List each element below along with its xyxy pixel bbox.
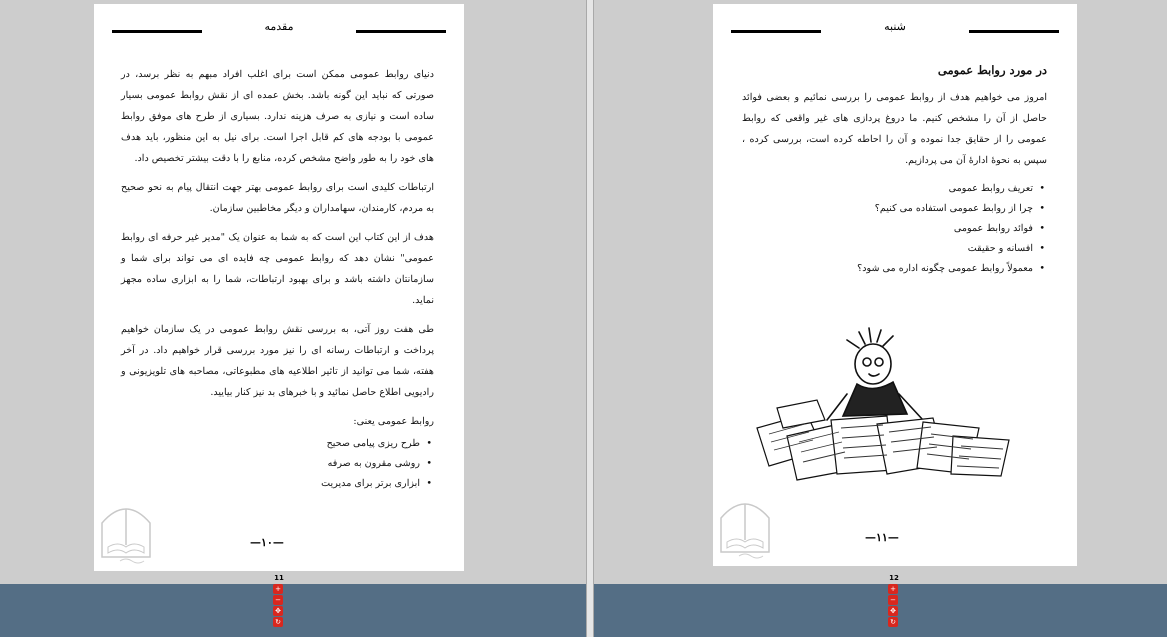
right-viewer-pane bbox=[594, 0, 1167, 637]
rotate-icon[interactable]: ↻ bbox=[888, 617, 898, 627]
list-item: • روشی مقرون به صرفه bbox=[121, 454, 420, 474]
list-item: • ابزاری برتر برای مدیریت bbox=[121, 474, 420, 494]
document-page-left bbox=[94, 4, 464, 571]
list-item: • فوائد روابط عمومی bbox=[742, 219, 1033, 239]
viewer-page-number: 11 bbox=[274, 574, 284, 582]
page-body bbox=[121, 64, 434, 494]
rotate-icon[interactable]: ↻ bbox=[273, 617, 283, 627]
zoom-out-icon[interactable]: − bbox=[888, 595, 898, 605]
cartoon-illustration bbox=[747, 324, 1017, 489]
list-item: • طرح ریزی پیامی صحیح bbox=[121, 434, 420, 454]
page-number: —۱۰— bbox=[250, 536, 284, 549]
page-body bbox=[742, 60, 1047, 279]
list-item: • معمولاً روابط عمومی چگونه اداره می شود؟ bbox=[742, 259, 1033, 279]
viewer-page-number: 12 bbox=[889, 574, 899, 582]
bullet-list bbox=[742, 179, 1047, 279]
library-logo-watermark bbox=[96, 495, 156, 567]
move-icon[interactable]: ✥ bbox=[888, 606, 898, 616]
document-page-right bbox=[713, 4, 1077, 566]
paragraph-2: ارتباطات کلیدی است برای روابط عمومی بهتر جهت انتقال پیام به نحو صحیح به مردم، کارمندان، سهامداران و دیگر مخاطبین سازمان. bbox=[121, 182, 434, 214]
header-rule-left bbox=[112, 30, 202, 33]
viewer-bottom-bar bbox=[0, 584, 586, 637]
library-logo-watermark bbox=[715, 490, 775, 562]
paragraph-1: دنیای روابط عمومی ممکن است برای اغلب افراد مبهم به نظر برسد، در صورتی که نباید این گونه باشد. بخش عمده ای از نقش روابط عمومی بسیار ساده است و نیازی به صرف هزینه ندارد. بسیاری از طرح های موفق روابط عمومی با بودجه های کم قابل اجرا است. برای نیل به این منظور، باید هدف های خود را به طور واضح مشخص کرده، منابع را با دقت بیشتر تخصیص داد. bbox=[121, 69, 434, 164]
bullet-list bbox=[121, 434, 434, 494]
page-tools bbox=[273, 574, 285, 628]
page-header-title: مقدمه bbox=[264, 20, 294, 33]
page-header bbox=[731, 20, 1059, 40]
zoom-out-icon[interactable]: − bbox=[273, 595, 283, 605]
zoom-in-icon[interactable]: + bbox=[888, 584, 898, 594]
section-title: در مورد روابط عمومی bbox=[937, 63, 1047, 77]
list-item: • تعریف روابط عمومی bbox=[742, 179, 1033, 199]
paragraph-1: امروز می خواهیم هدف از روابط عمومی را بررسی نمائیم و بعضی فوائد حاصل از آن را مشخص کنیم. ما دروغ پردازی های غیر واقعی که روابط عمومی را از حقایق جدا نموده و آن را احاطه کرده است، بررسی کرده ، سپس به نحوهٔ ادارهٔ آن می پردازیم. bbox=[742, 92, 1047, 166]
list-item: • افسانه و حقیقت bbox=[742, 239, 1033, 259]
list-item: • چرا از روابط عمومی استفاده می کنیم؟ bbox=[742, 199, 1033, 219]
page-number: —۱۱— bbox=[865, 531, 899, 544]
page-header bbox=[112, 20, 446, 40]
page-header-title: شنبه bbox=[884, 20, 906, 33]
zoom-in-icon[interactable]: + bbox=[273, 584, 283, 594]
viewer-bottom-bar bbox=[594, 584, 1167, 637]
paragraph-3: هدف از این کتاب این است که به شما به عنوان یک "مدیر غیر حرفه ای روابط عمومی" نشان دهد که روابط عمومی چه فایده ای می تواند برای شما و سازمانتان داشته باشد و برای بهبود ارتباطات، شما را به ابزاری ساده مجهز نماید. bbox=[121, 232, 434, 306]
page-tools bbox=[888, 574, 900, 628]
split-divider[interactable] bbox=[586, 0, 594, 637]
paragraph-4: طی هفت روز آتی، به بررسی نقش روابط عمومی در یک سازمان خواهیم پرداخت و ارتباطات رسانه ای را نیز مورد بررسی قرار خواهیم داد. در آخر هفته، شما می توانید از تاثیر اطلاعیه های مطبوعاتی، مصاحبه های تلویزیونی و رادیویی اطلاع حاصل نمائید و با خبرهای بد نیز کنار بیایید. bbox=[121, 324, 434, 398]
move-icon[interactable]: ✥ bbox=[273, 606, 283, 616]
list-heading: روابط عمومی یعنی: bbox=[353, 416, 434, 427]
header-rule-left bbox=[731, 30, 821, 33]
